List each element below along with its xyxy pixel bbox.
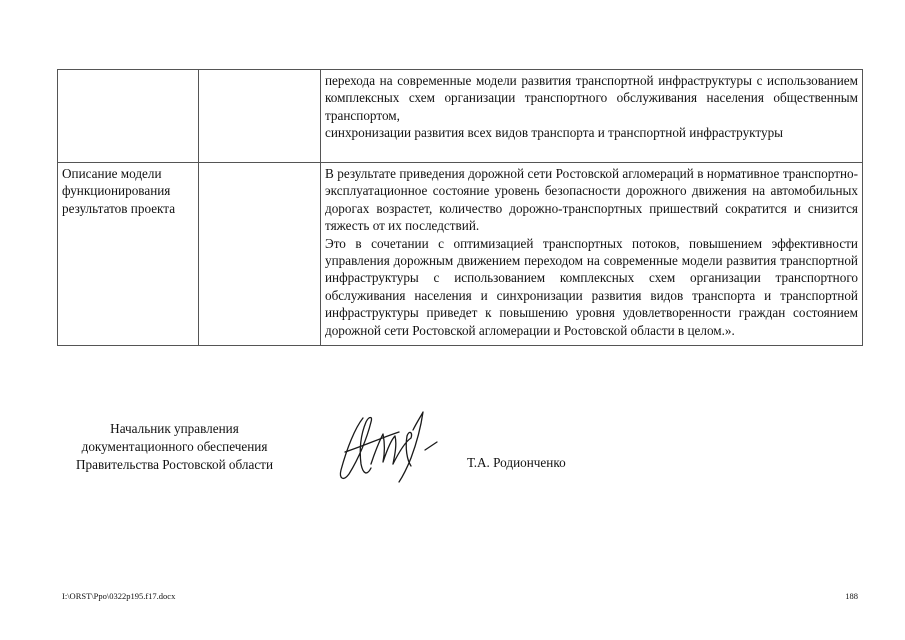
paragraph: В результате приведения дорожной сети Ростовской агломераций в нормативное транспортно-эксплуатационное состояние уровень безопасности дорожного движения на автомобильных дорогах возрастет, количество дорожно-транспортных пришествий сократится и снизится тяжесть от их последствий. bbox=[325, 166, 858, 234]
table-row bbox=[58, 163, 863, 346]
table-row bbox=[58, 70, 863, 163]
footer-file-path: I:\ORST\Ppo\0322p195.f17.docx bbox=[62, 591, 176, 601]
signer-name: Т.А. Родионченко bbox=[467, 455, 566, 470]
position-line: документационного обеспечения bbox=[81, 439, 268, 454]
table-cell-label bbox=[58, 70, 199, 163]
table-cell-label: Описание модели функционирования результатов проекта bbox=[58, 163, 199, 346]
paragraph: Это в сочетании с оптимизацией транспортных потоков, повышением эффективности управления дорожным движением переходом на современные модели развития транспортной инфраструктуры с использованием комплексных схем организации транспортного обслуживания населения и синхронизации развития видов транспорта и транспортной инфраструктуры приведет к повышению уровня удовлетворенности граждан состоянием дорожной сети Ростовской агломерации и Ростовской области в целом.». bbox=[325, 235, 858, 338]
paragraph: синхронизации развития всех видов транспорта и транспортной инфраструктуры bbox=[325, 125, 784, 141]
page-number: 188 bbox=[845, 591, 858, 601]
project-table bbox=[57, 69, 863, 346]
table-cell-description bbox=[321, 70, 863, 163]
paragraph: перехода на современные модели развития транспортной инфраструктуры с использованием комплексных схем организации транспортного обслуживания населения общественным транспортом, bbox=[325, 73, 858, 123]
position-line: Начальник управления bbox=[110, 421, 239, 436]
table-cell-description bbox=[321, 163, 863, 346]
handwritten-signature bbox=[333, 408, 443, 490]
table-cell-empty bbox=[199, 163, 321, 346]
position-line: Правительства Ростовской области bbox=[75, 457, 274, 472]
table-cell-empty bbox=[199, 70, 321, 163]
signer-position bbox=[57, 420, 292, 474]
